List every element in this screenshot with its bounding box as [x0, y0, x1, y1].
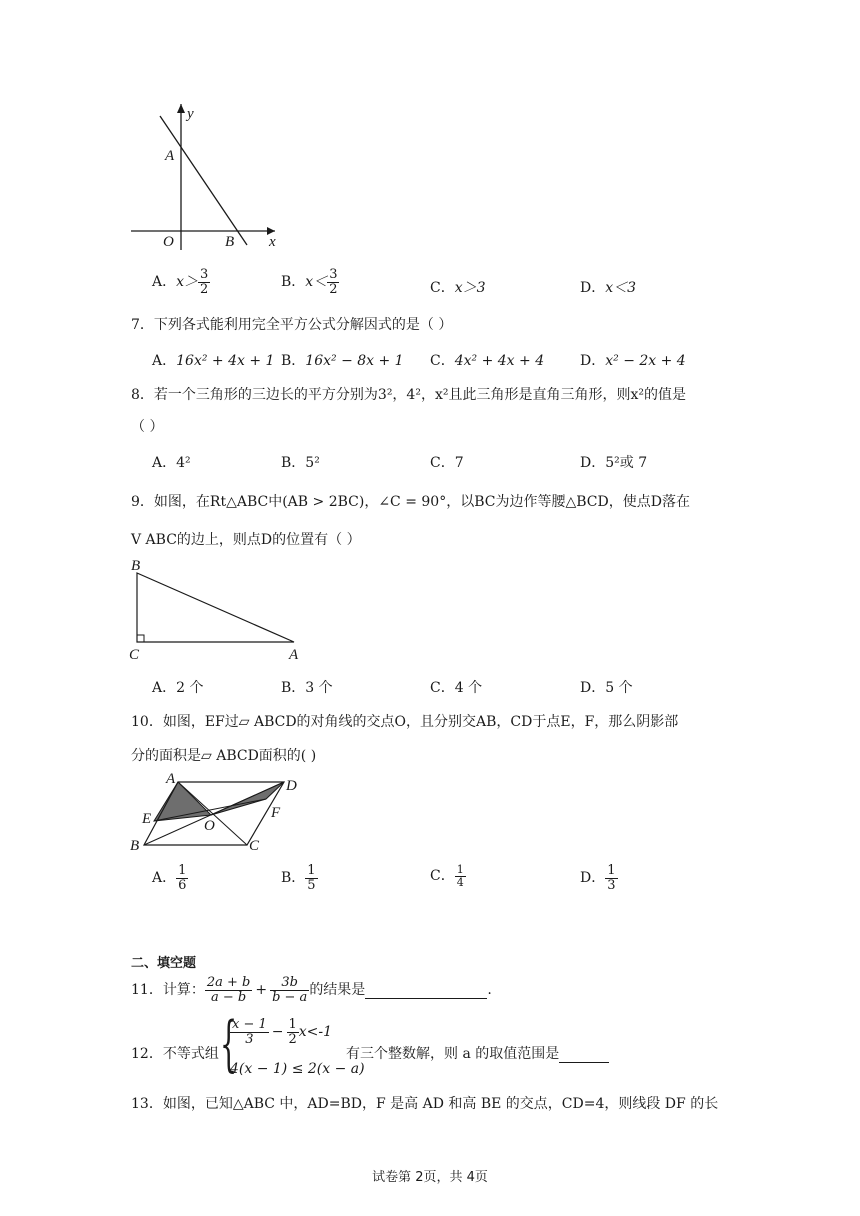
label-b: B	[131, 558, 141, 574]
q12-brace: {	[220, 1009, 238, 1079]
label-a: A	[165, 148, 175, 164]
label-d: D	[286, 778, 297, 794]
q10-stem-line2: 分的面积是▱ ABCD面积的( )	[131, 748, 317, 764]
label-y: y	[187, 106, 194, 122]
q8-paren: （ ）	[131, 419, 164, 435]
label-c: C	[129, 647, 140, 663]
q9-option-b: B．3 个	[281, 680, 333, 696]
section-title: 二、填空题	[131, 956, 197, 971]
label-o: O	[163, 234, 174, 250]
q10-option-d: D． $\frac{1}{3}$	[580, 863, 616, 893]
right-angle-mark	[137, 635, 144, 642]
q6-option-c: C．x＞3	[430, 280, 486, 296]
q10-option-a: A． $\frac{1}{6}$	[152, 863, 187, 893]
line-ab	[160, 116, 247, 245]
q10-option-b: B． $\frac{1}{5}$	[281, 863, 316, 893]
q12-system-line2: 4(x − 1) ≤ 2(x − a)	[230, 1061, 365, 1077]
q10-option-c: C． $\frac{1}{4}$	[430, 863, 464, 889]
q10-figure	[126, 770, 316, 856]
q9-option-d: D．5 个	[580, 680, 633, 696]
q13-stem: 13．如图，已知△ABC 中，AD=BD，F 是高 AD 和高 BE 的交点，CD=4，则线段 DF 的长	[131, 1096, 719, 1112]
q8-option-a: A．4²	[152, 455, 191, 471]
q8-option-c: C．7	[430, 455, 464, 471]
q11: 11．计算： $\frac{2a + b}{a - b}$ + $\frac{3b}{b - a}$ 的结果是 .	[131, 975, 492, 1005]
q9-stem-line1: 9．如图，在Rt△ABC中(AB > 2BC)，∠C = 90°，以BC为边作等腰△BCD，使点D落在	[131, 494, 690, 510]
answer-blank[interactable]	[559, 1046, 609, 1063]
q10-stem-line1: 10．如图，EF过▱ ABCD的对角线的交点O，且分别交AB，CD于点E，F，那么阴影部	[131, 714, 679, 730]
q12-suffix: 有三个整数解，则 a 的取值范围是	[346, 1043, 609, 1063]
q8-stem: 8．若一个三角形的三边长的平方分别为3²，4²，x²且此三角形是直角三角形，则x²的值是	[131, 387, 686, 403]
q7-option-b: B．16x² − 8x + 1	[281, 353, 404, 369]
label-a: A	[289, 647, 299, 663]
triangle-abc	[137, 573, 294, 642]
answer-blank[interactable]	[365, 982, 487, 999]
q9-stem-line2: V ABC的边上，则点D的位置有（ ）	[131, 532, 361, 548]
label-f: F	[271, 805, 281, 821]
label-c: C	[249, 838, 260, 854]
label-e: E	[142, 811, 152, 827]
q6-option-d: D．x＜3	[580, 280, 637, 296]
q6-option-a: A．x＞ $\frac{3}{2}$	[152, 267, 209, 297]
q8-option-d: D．5²或 7	[580, 455, 648, 471]
q9-option-a: A．2 个	[152, 680, 204, 696]
label-a: A	[166, 771, 176, 787]
q9-option-c: C．4 个	[430, 680, 483, 696]
q6-figure	[125, 98, 285, 258]
page-footer: 试卷第 2页，共 4页	[372, 1170, 488, 1185]
label-o: O	[204, 818, 215, 834]
q8-option-b: B．5²	[281, 455, 320, 471]
label-b: B	[130, 838, 140, 854]
y-axis-arrow	[177, 104, 185, 113]
q7-option-a: A．16x² + 4x + 1	[152, 353, 275, 369]
q12-system-line1: $\frac{x - 1}{3}$ − $\frac{1}{2}$ x<-1	[232, 1017, 333, 1047]
q7-option-d: D．x² − 2x + 4	[580, 353, 686, 369]
q12-prefix: 12．不等式组	[131, 1046, 219, 1062]
label-x: x	[269, 234, 276, 250]
q6-option-b: B．x＜ $\frac{3}{2}$	[281, 267, 338, 297]
q7-option-c: C．4x² + 4x + 4	[430, 353, 545, 369]
q9-figure	[126, 555, 316, 667]
label-b: B	[225, 234, 235, 250]
q7-stem: 7．下列各式能利用完全平方公式分解因式的是（ ）	[131, 317, 453, 333]
